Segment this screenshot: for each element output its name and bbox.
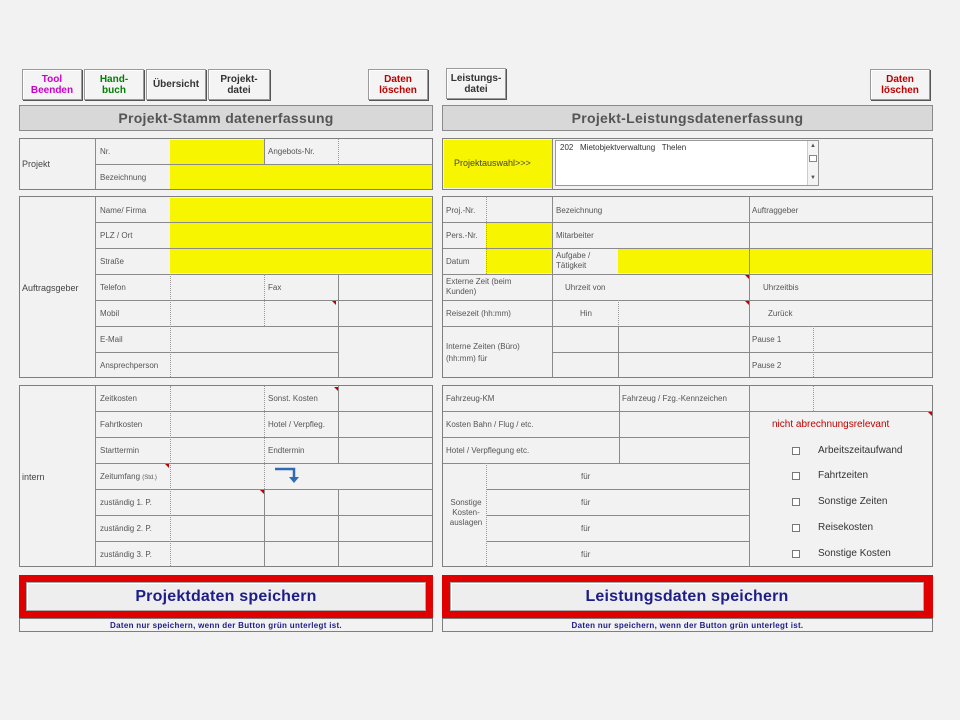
leistungsdatei-button[interactable] [446, 68, 506, 99]
checkbox-sonstige-zeiten[interactable] [792, 498, 800, 506]
projektdaten-speichern-button[interactable] [26, 582, 426, 611]
left-save-note [19, 618, 433, 632]
leistungsdaten-save-frame [442, 575, 933, 618]
plz-ort-label: PLZ / Ort [100, 231, 133, 240]
left-section-title-text: Projekt-Stamm datenerfassung [118, 110, 334, 126]
right-section-title-text: Projekt-Leistungsdatenerfassung [571, 110, 804, 126]
scroll-up-icon[interactable]: ▲ [810, 143, 816, 149]
datum-label: Datum [446, 257, 470, 266]
name-firma-input[interactable] [170, 198, 432, 222]
tool-beenden-label: Tool Beenden [30, 73, 74, 96]
uebersicht-button[interactable] [146, 69, 206, 100]
reisezeit-label: Reisezeit (hh:mm) [446, 309, 511, 318]
sonstige-kosten-label: Sonstige Kosten- auslagen [449, 498, 483, 527]
checkbox-sonstige-kosten[interactable] [792, 550, 800, 558]
projekt-group-label: Projekt [22, 159, 51, 169]
hin-label: Hin [580, 309, 593, 318]
kosten-panel [442, 385, 933, 567]
daten-loeschen-right-button[interactable] [870, 69, 930, 100]
checkbox-fahrtzeiten-label: Fahrtzeiten [818, 470, 869, 481]
mitarbeiter-label: Mitarbeiter [556, 231, 594, 240]
zustaendig3-label: zuständig 3. P. [100, 550, 152, 559]
projekt-bezeichnung-input[interactable] [170, 165, 432, 189]
checkbox-fahrtzeiten[interactable] [792, 472, 800, 480]
checkbox-sonstige-kosten-label: Sonstige Kosten [818, 548, 891, 559]
checkbox-reisekosten[interactable] [792, 524, 800, 532]
right-section-title [442, 105, 933, 131]
projektauswahl-item[interactable]: 202 Mietobjektverwaltung Thelen [560, 143, 687, 152]
projektauswahl-label: Projektauswahl>>> [454, 158, 531, 168]
daten-loeschen-right-label: Daten löschen [881, 73, 919, 96]
name-firma-label: Name/ Firma [100, 206, 147, 215]
checkbox-sonstige-zeiten-label: Sonstige Zeiten [818, 496, 888, 507]
left-section-title [19, 105, 433, 131]
angebots-nr-label: Angebots-Nr. [268, 147, 315, 156]
telefon-label: Telefon [100, 283, 126, 292]
sonst-kosten-label: Sonst. Kosten [268, 394, 318, 403]
fuer-label-4: für [581, 550, 591, 559]
auftraggeber-panel [19, 196, 433, 378]
left-save-note-text: Daten nur speichern, wenn der Button grün unterlegt ist. [110, 620, 342, 630]
pers-nr-input[interactable] [486, 223, 552, 248]
kosten-bahn-label: Kosten Bahn / Flug / etc. [446, 420, 534, 429]
projektdatei-button[interactable] [208, 69, 270, 100]
leistung-panel [442, 196, 933, 378]
leistungsdaten-speichern-button[interactable] [450, 582, 924, 611]
daten-loeschen-left-label: Daten löschen [379, 73, 417, 96]
proj-nr-label: Proj.-Nr. [446, 206, 476, 215]
intern-group-label: intern [22, 472, 45, 482]
zeitkosten-label: Zeitkosten [100, 394, 137, 403]
mobil-label: Mobil [100, 309, 120, 318]
intern-panel [19, 385, 433, 567]
interne-zeiten-label: Interne Zeiten (Büro) (hh:mm) für [446, 342, 520, 363]
plz-ort-input[interactable] [170, 223, 432, 248]
handbuch-label: Hand- buch [99, 73, 129, 96]
leistungsdatei-label: Leistungs- datei [450, 72, 502, 95]
strasse-input[interactable] [170, 249, 432, 273]
externe-zeit-label: Externe Zeit (beim Kunden) [446, 277, 512, 296]
tool-beenden-button[interactable] [22, 69, 82, 100]
datum-input[interactable] [486, 249, 552, 273]
fax-label: Fax [268, 283, 282, 292]
scroll-down-icon[interactable]: ▼ [810, 175, 816, 181]
zeitumfang-label [100, 472, 157, 483]
projekt-nr-label: Nr. [100, 147, 111, 156]
projekt-panel [19, 138, 433, 190]
projektdaten-save-frame [19, 575, 433, 618]
starttermin-label: Starttermin [100, 446, 140, 455]
uhrzeit-bis-label: Uhrzeitbis [763, 283, 799, 292]
fahrtkosten-label: Fahrtkosten [100, 420, 143, 429]
right-save-note-text: Daten nur speichern, wenn der Button grün unterlegt ist. [571, 620, 804, 630]
copy-arrow-icon[interactable] [274, 466, 302, 484]
handbuch-button[interactable] [84, 69, 144, 100]
pause2-label: Pause 2 [752, 361, 782, 370]
email-label: E-Mail [100, 335, 123, 344]
checkbox-arbeitszeitaufwand[interactable] [792, 447, 800, 455]
leistung-bezeichnung-label: Bezeichnung [556, 206, 603, 215]
projektauswahl-panel [442, 138, 933, 190]
hotel-verpfleg-label: Hotel / Verpfleg. [268, 420, 325, 429]
uebersicht-label: Übersicht [152, 79, 200, 90]
fuer-label-3: für [581, 524, 591, 533]
fuer-label-1: für [581, 472, 591, 481]
checkbox-reisekosten-label: Reisekosten [818, 522, 874, 533]
zeitumfang-text: Zeitumfang [100, 472, 141, 481]
nicht-abrechnungsrelevant-label: nicht abrechnungsrelevant [772, 419, 890, 430]
projektauswahl-listbox[interactable] [555, 140, 819, 186]
zustaendig2-label: zuständig 2. P. [100, 524, 152, 533]
daten-loeschen-left-button[interactable] [368, 69, 428, 100]
auftraggeber-group-label: Auftragsgeber [22, 283, 79, 293]
leistungsdaten-speichern-label: Leistungsdaten speichern [585, 587, 789, 605]
bezeichnung-label: Bezeichnung [100, 173, 147, 182]
fahrzeug-kennzeichen-label: Fahrzeug / Fzg.-Kennzeichen [622, 394, 727, 403]
pers-nr-label: Pers.-Nr. [446, 231, 478, 240]
projektdatei-label: Projekt- datei [220, 73, 258, 96]
projektdaten-speichern-label: Projektdaten speichern [135, 587, 317, 605]
checkbox-arbeitszeitaufwand-label: Arbeitszeitaufwand [818, 445, 903, 456]
endtermin-label: Endtermin [268, 446, 305, 455]
strasse-label: Straße [100, 257, 125, 266]
ansprechperson-label: Ansprechperson [100, 361, 159, 370]
projektauswahl-scrollbar[interactable] [807, 141, 818, 185]
zeitumfang-unit: (Std.) [142, 475, 157, 481]
uhrzeit-von-label: Uhrzeit von [565, 283, 606, 292]
zurueck-label: Zurück [768, 309, 793, 318]
auftraggeber-label: Auftraggeber [752, 206, 799, 215]
scroll-thumb[interactable] [809, 155, 817, 162]
fahrzeug-km-label: Fahrzeug-KM [446, 394, 495, 403]
right-save-note [442, 618, 933, 632]
fuer-label-2: für [581, 498, 591, 507]
pause1-label: Pause 1 [752, 335, 782, 344]
projekt-nr-input[interactable] [170, 140, 264, 164]
hotel-verpflegung-label: Hotel / Verpflegung etc. [446, 446, 530, 455]
aufgabe-input[interactable] [618, 249, 932, 273]
aufgabe-label: Aufgabe / Tätigkeit [556, 251, 591, 270]
zustaendig1-label: zuständig 1. P. [100, 498, 152, 507]
